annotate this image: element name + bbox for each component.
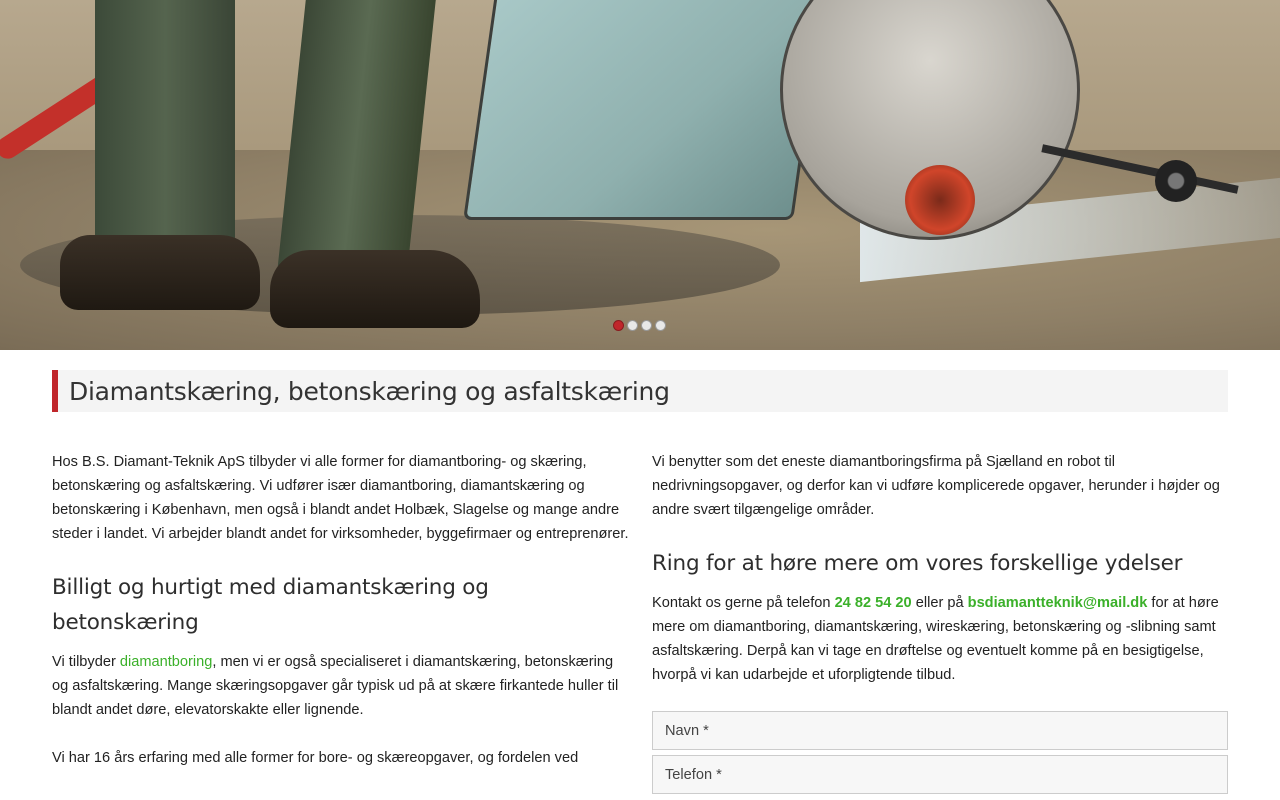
slider-dot-1[interactable] [613, 320, 624, 331]
experience-paragraph: Vi har 16 års erfaring med alle former for bore- og skæreopgaver, og fordelen ved [52, 750, 579, 766]
page-title-bar [52, 370, 1228, 412]
phone-link[interactable]: 24 82 54 20 [834, 595, 912, 611]
contact-paragraph [652, 591, 1228, 687]
hero-saw-blade [905, 165, 975, 235]
slider-pagination [613, 320, 666, 331]
section-heading-billigt: Billigt og hurtigt med diamantskæring og betonskæring [52, 575, 489, 635]
services-text-before: Vi tilbyder [52, 654, 120, 670]
services-paragraph [52, 650, 630, 722]
content-left-column [52, 450, 630, 794]
contact-text-before: Kontakt os gerne på telefon [652, 595, 835, 611]
hero-saw-machine [463, 0, 827, 220]
hero-saw-wheel [1155, 160, 1197, 202]
intro-paragraph: Hos B.S. Diamant-Teknik ApS tilbyder vi alle former for diamantboring- og skæring, betonskæring og asfaltskæring. Vi udfører især diamantboring, diamantskæring og betonskæring i København, men også i blandt andet Holbæk, Slagelse og mange andre steder i landet. Vi arbejder blandt andet for virksomheder, byggefirmaer og entreprenører. [52, 454, 629, 542]
section-heading-ring: Ring for at høre mere om vores forskellige ydelser [652, 551, 1183, 576]
contact-text-after: for at høre mere om diamantboring, diamantskæring, wireskæring, betonskæring og -slibning samt asfaltskæring. Derpå kan vi tage en drøftelse og eventuelt komme på en besigtigelse, hvorpå vi kan udarbejde et uforpligtende tilbud. [652, 595, 1219, 683]
page-title: Diamantskæring, betonskæring og asfaltskæring [69, 376, 670, 406]
phone-input[interactable] [652, 755, 1228, 794]
services-text-after: , men vi er også specialiseret i diamantskæring, betonskæring og asfaltskæring. Mange skæringsopgaver går typisk ud på at skære firkantede huller til blandt andet døre, elevatorskakte eller lignende. [52, 654, 619, 718]
hero-boot-right [270, 250, 480, 328]
slider-dot-4[interactable] [655, 320, 666, 331]
slider-dot-2[interactable] [627, 320, 638, 331]
hero-worker-leg-left [95, 0, 235, 270]
slider-dot-3[interactable] [641, 320, 652, 331]
content-right-column [652, 450, 1228, 799]
robot-paragraph: Vi benytter som det eneste diamantboringsfirma på Sjælland en robot til nedrivningsopgaver, og derfor kan vi udføre komplicerede opgaver, herunder i højder og andre svært tilgængelige områder. [652, 454, 1220, 518]
diamantboring-link[interactable]: diamantboring [119, 654, 213, 670]
email-link[interactable]: bsdiamantteknik@mail.dk [967, 595, 1148, 611]
hero-boot-left [60, 235, 260, 310]
name-input[interactable] [652, 711, 1228, 750]
contact-text-mid: eller på [911, 595, 968, 611]
hero-slider [0, 0, 1280, 350]
